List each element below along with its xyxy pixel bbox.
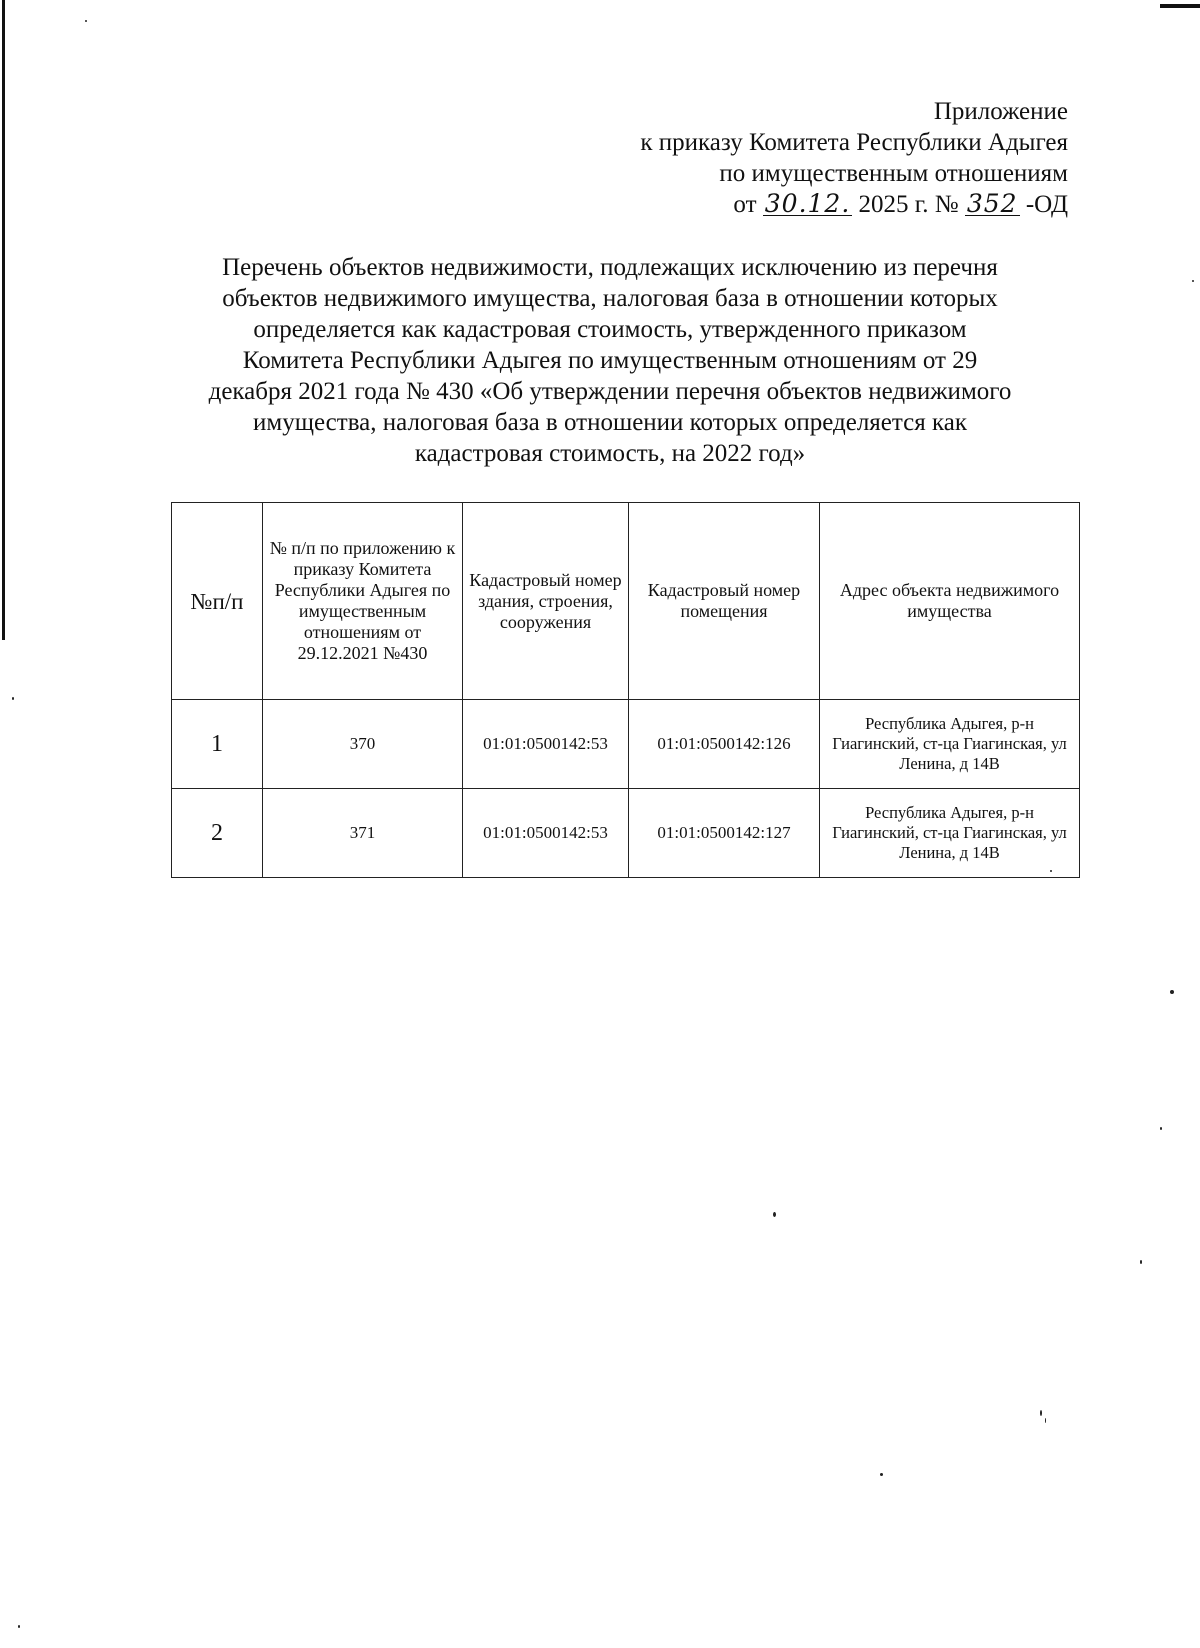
scan-edge-mark bbox=[1160, 4, 1200, 8]
header-cell-num: №п/п bbox=[172, 503, 263, 700]
header-cell-premises-cadastral: Кадастровый номер помещения bbox=[629, 503, 820, 700]
scan-speck bbox=[1045, 1418, 1046, 1423]
title-line: объектов недвижимого имущества, налоговая база в отношении которых bbox=[222, 285, 998, 312]
order-date-handwritten: 30.12. bbox=[764, 189, 851, 218]
scan-speck bbox=[880, 1473, 883, 1476]
title-line: декабря 2021 года № 430 «Об утверждении перечня объектов недвижимого bbox=[208, 378, 1012, 405]
cell-building-cadastral: 01:01:0500142:53 bbox=[463, 789, 629, 878]
order-prefix: от bbox=[733, 191, 757, 218]
scan-speck bbox=[12, 697, 14, 700]
scan-speck bbox=[1192, 280, 1194, 282]
cell-num: 1 bbox=[172, 700, 263, 789]
scan-speck bbox=[1050, 870, 1052, 872]
title-line: кадастровая стоимость, на 2022 год» bbox=[414, 440, 806, 467]
cell-address: Республика Адыгея, р-н Гиагинский, ст-ца Гиагинская, ул Ленина, д 14В bbox=[820, 789, 1080, 878]
header-cell-building-cadastral: Кадастровый номер здания, строения, сооружения bbox=[463, 503, 629, 700]
scan-left-edge bbox=[2, 0, 5, 640]
title-line: имущества, налоговая база в отношении которых определяется как bbox=[253, 409, 967, 436]
title-line: Перечень объектов недвижимости, подлежащих исключению из перечня bbox=[222, 254, 998, 281]
scan-speck bbox=[18, 1625, 20, 1628]
cell-appendix-num: 371 bbox=[263, 789, 463, 878]
appendix-label: Приложение bbox=[933, 98, 1068, 125]
scan-speck bbox=[85, 20, 87, 22]
cell-address: Республика Адыгея, р-н Гиагинский, ст-ца Гиагинская, ул Ленина, д 14В bbox=[820, 700, 1080, 789]
scan-speck bbox=[1140, 1260, 1142, 1264]
scan-speck bbox=[773, 1212, 776, 1217]
cell-premises-cadastral: 01:01:0500142:126 bbox=[629, 700, 820, 789]
title-line: определяется как кадастровая стоимость, утвержденного приказом bbox=[253, 316, 967, 343]
table-row bbox=[172, 700, 1080, 789]
cell-num: 2 bbox=[172, 789, 263, 878]
header-cell-address: Адрес объекта недвижимого имущества bbox=[820, 503, 1080, 700]
order-suffix: -ОД bbox=[1025, 191, 1068, 218]
document-title bbox=[160, 252, 1060, 469]
appendix-header bbox=[508, 96, 1068, 220]
appendix-order-date-line bbox=[508, 189, 1068, 220]
header-cell-appendix-num: № п/п по приложению к приказу Комитета Республики Адыгея по имущественным отношениям от 29.12.2021 №430 bbox=[263, 503, 463, 700]
scan-speck bbox=[1170, 990, 1174, 994]
appendix-committee: по имущественным отношениям bbox=[719, 160, 1068, 187]
scan-speck bbox=[1160, 1127, 1162, 1130]
table-header-row bbox=[172, 503, 1080, 700]
order-year: 2025 г. № bbox=[858, 191, 959, 218]
title-line: Комитета Республики Адыгея по имущественным отношениям от 29 bbox=[242, 347, 978, 374]
order-number-handwritten: 352 bbox=[966, 189, 1018, 218]
objects-table bbox=[171, 502, 1080, 878]
table-row bbox=[172, 789, 1080, 878]
cell-building-cadastral: 01:01:0500142:53 bbox=[463, 700, 629, 789]
appendix-order-ref: к приказу Комитета Республики Адыгея bbox=[640, 129, 1068, 156]
cell-premises-cadastral: 01:01:0500142:127 bbox=[629, 789, 820, 878]
cell-appendix-num: 370 bbox=[263, 700, 463, 789]
scan-speck bbox=[1040, 1410, 1042, 1416]
